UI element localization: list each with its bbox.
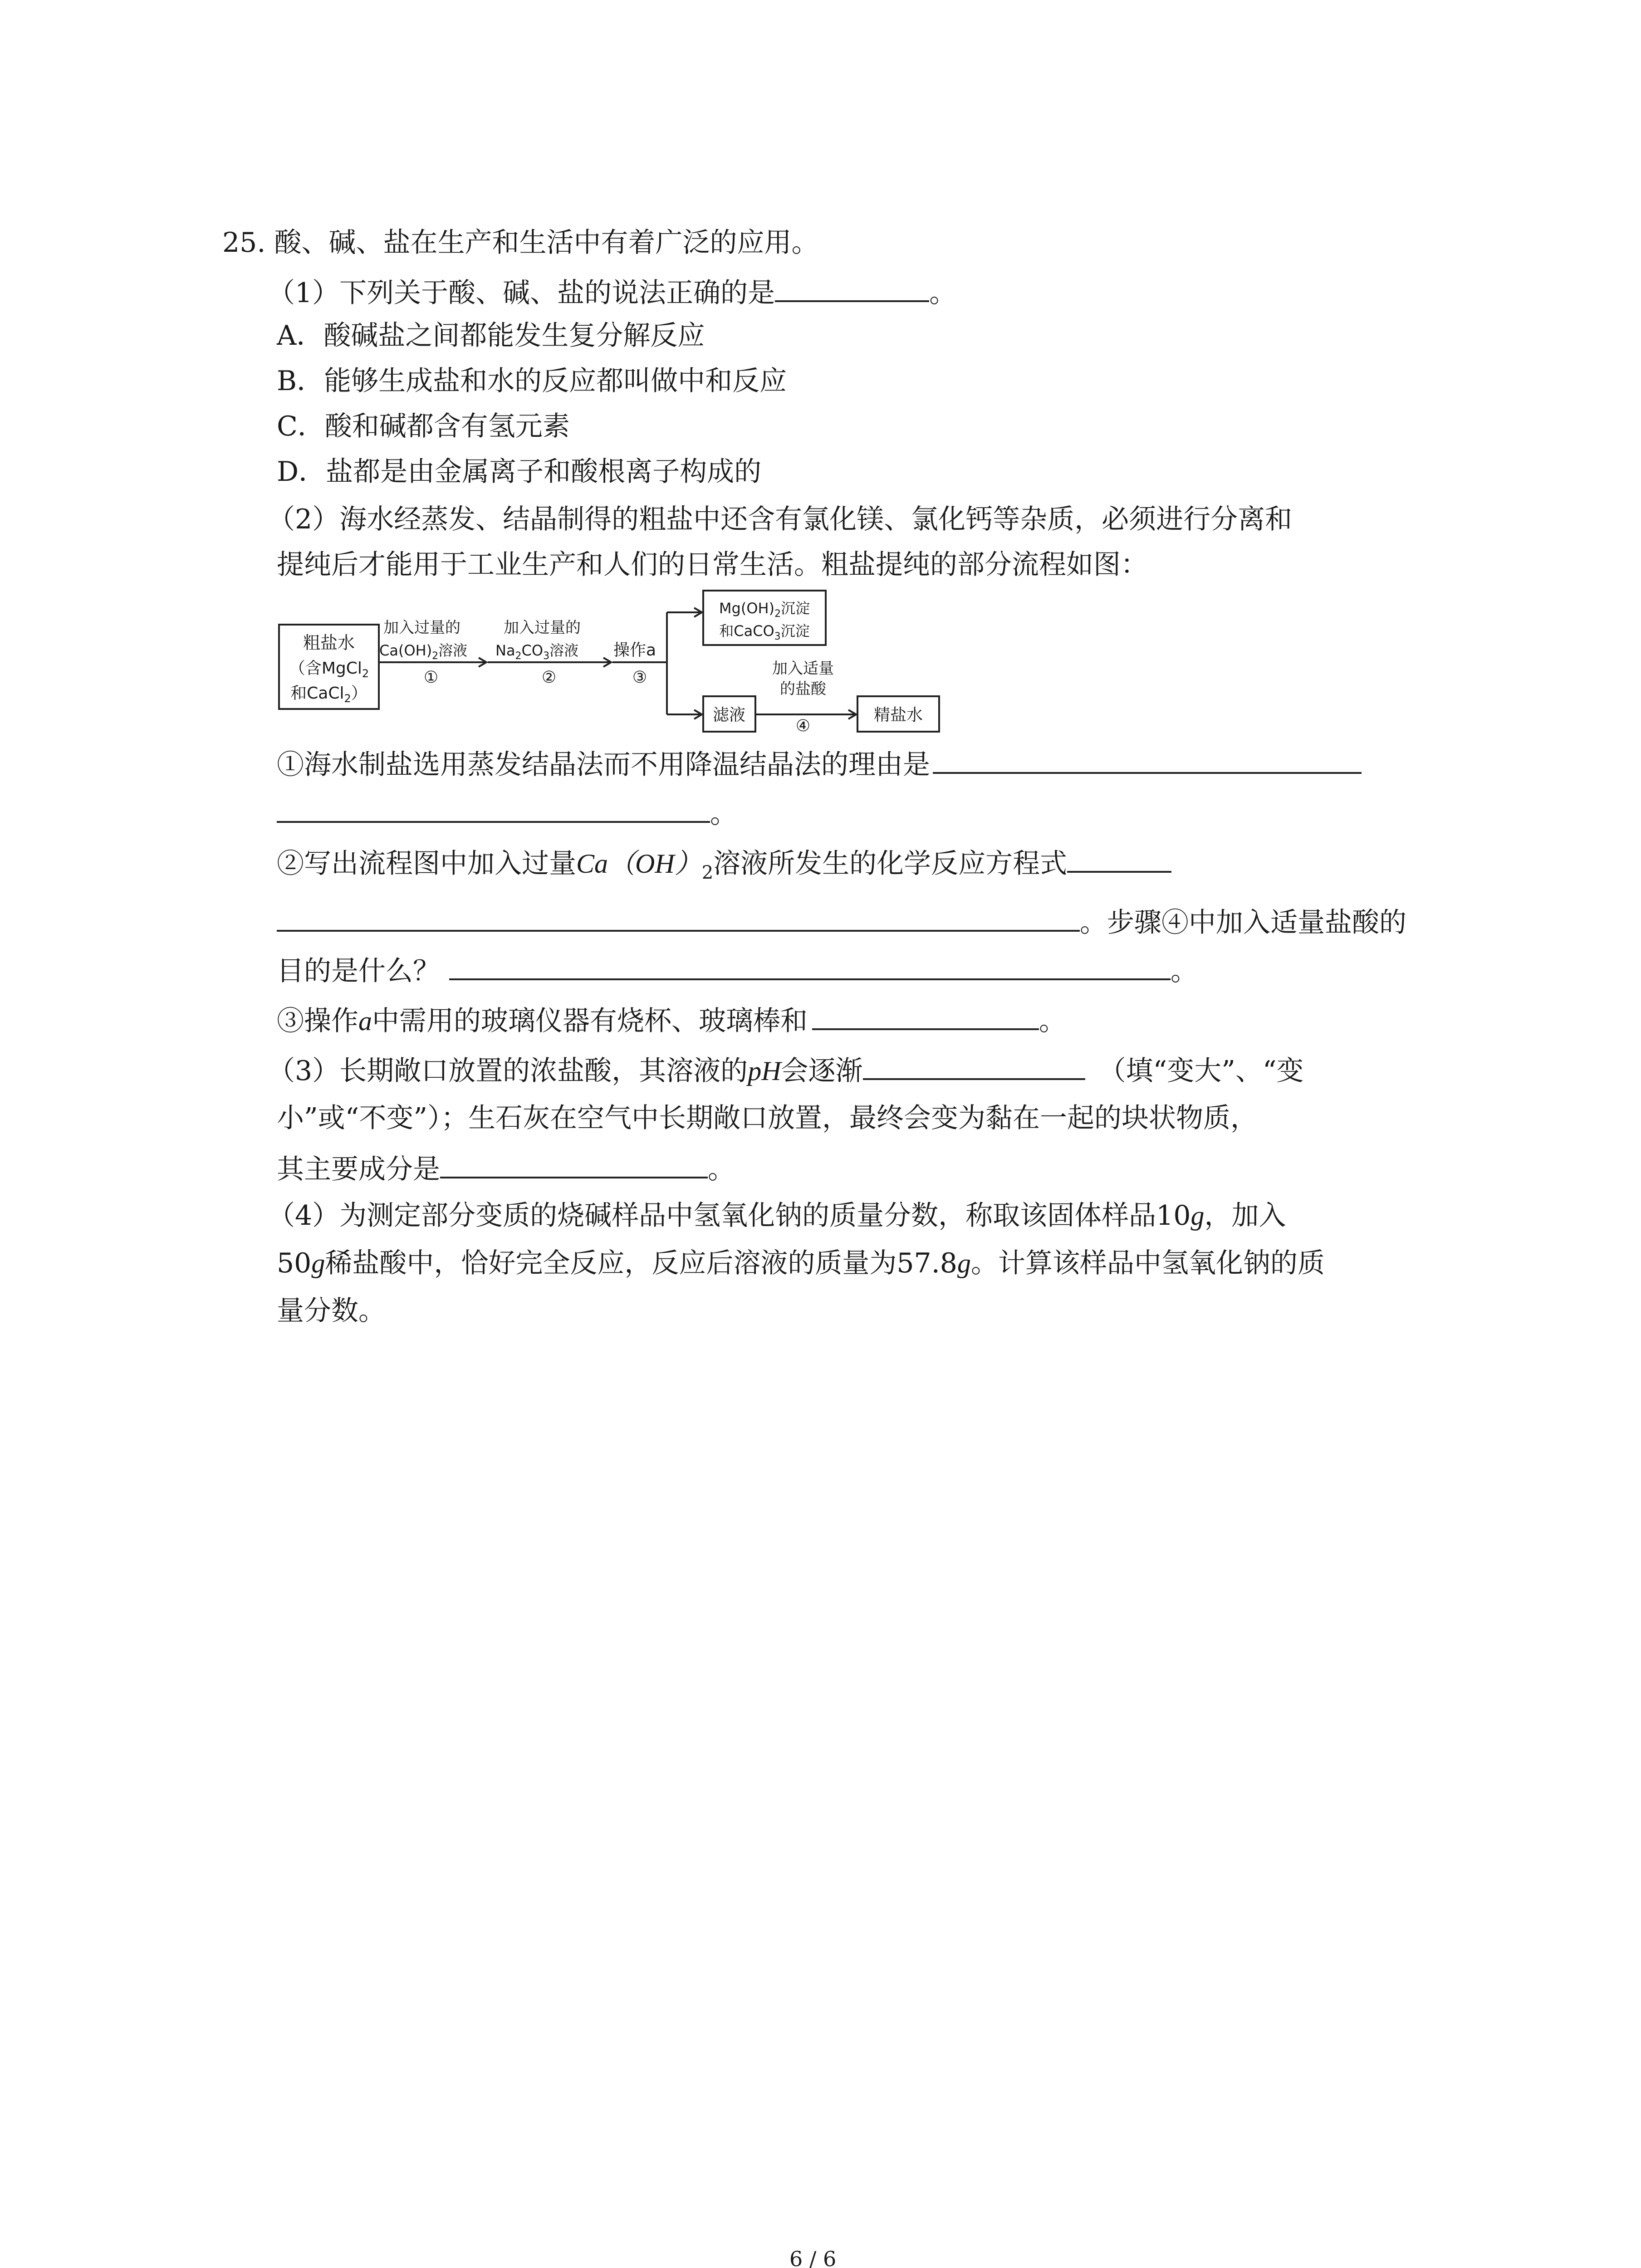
filtrate-label: 滤液 [712, 706, 746, 724]
part3-line2: 小”或“不变”）；生石灰在空气中长期敞口放置，最终会变为黏在一起的块状物质， [277, 1102, 1258, 1134]
part2-q3: ③操作a中需用的玻璃仪器有烧杯、玻璃棒和 。 [277, 1000, 1066, 1039]
answer-blank-2b[interactable] [277, 793, 710, 823]
part4-line3: 量分数。 [277, 1295, 386, 1327]
page-number: 6 / 6 [789, 2247, 837, 2268]
part2-q2: ②写出流程图中加入过量$Ca(OH)_2$溶液所发生的化学反应方程式 [277, 843, 1171, 891]
step1-label: 加入过量的 [383, 619, 460, 637]
answer-blank-6[interactable] [863, 1050, 1085, 1080]
crude-brine-label: 粗盐水 [303, 633, 355, 653]
step3-number: ③ [632, 668, 647, 687]
answer-blank-1[interactable] [775, 272, 929, 302]
answer-blank-4[interactable] [449, 950, 1171, 980]
step2-label: 加入过量的 [504, 619, 581, 637]
answer-blank-3a[interactable] [1067, 843, 1171, 873]
part3-line1: （3）长期敞口放置的浓盐酸，其溶液的pH会逐渐 （填“变大”、“变 [268, 1050, 1304, 1089]
step3-label: 操作a [613, 641, 656, 660]
purification-flowchart [272, 590, 953, 735]
part3-line3: 其主要成分是 。 [277, 1149, 735, 1188]
crude-brine-cacl2: 和CaCl$_2$） [290, 684, 367, 705]
step1-number: ① [423, 668, 439, 687]
crude-brine-mgcl2: （含MgCl$_2$ [289, 659, 369, 680]
part2-q1-cont: 。 [277, 793, 737, 832]
option-d: D．盐都是由金属离子和酸根离子构成的 [277, 456, 762, 488]
answer-blank-5[interactable] [812, 1000, 1039, 1030]
part2-line1: （2）海水经蒸发、结晶制得的粗盐中还含有氯化镁、氯化钙等杂质，必须进行分离和 [268, 503, 1293, 535]
question-title: 25. 酸、碱、盐在生产和生活中有着广泛的应用。 [222, 227, 819, 259]
part2-line2: 提纯后才能用于工业生产和人们的日常生活。粗盐提纯的部分流程如图： [277, 549, 1148, 581]
part2-q2-purpose: 目的是什么？ 。 [277, 950, 1198, 989]
step1-reagent: $Ca(OH)_2$溶液 [379, 642, 468, 662]
step4-number: ④ [795, 717, 811, 735]
step4-label-mid: 的盐酸 [780, 680, 826, 698]
answer-blank-7[interactable] [440, 1149, 708, 1178]
answer-blank-2a[interactable] [933, 744, 1362, 774]
part4-line1: （4）为测定部分变质的烧碱样品中氢氧化钠的质量分数，称取该固体样品10g，加入 [268, 1200, 1286, 1232]
option-b: B．能够生成盐和水的反应都叫做中和反应 [277, 365, 787, 397]
part2-q2-cont: 。步骤④中加入适量盐酸的 [277, 902, 1406, 941]
precipitate-caco3: 和CaCO$_3$沉淀 [719, 622, 810, 642]
part1-stem: （1）下列关于酸、碱、盐的说法正确的是 。 [268, 272, 956, 311]
refined-brine-label: 精盐水 [873, 706, 923, 724]
step4-label-top: 加入适量 [772, 660, 834, 678]
step2-reagent: $Na_2CO_3$溶液 [495, 642, 579, 662]
answer-blank-3b[interactable] [277, 902, 1080, 932]
option-c: C．酸和碱都含有氢元素 [277, 411, 570, 442]
precipitate-mgoh2: $Mg(OH)_2$沉淀 [719, 600, 810, 620]
part2-q1: ①海水制盐选用蒸发结晶法而不用降温结晶法的理由是 [277, 744, 1362, 783]
part4-line2: 50g稀盐酸中，恰好完全反应，反应后溶液的质量为57.8g。计算该样品中氢氧化钠的质 [277, 1247, 1325, 1279]
step2-number: ② [541, 668, 557, 687]
option-a: A．酸碱盐之间都能发生复分解反应 [277, 320, 705, 352]
